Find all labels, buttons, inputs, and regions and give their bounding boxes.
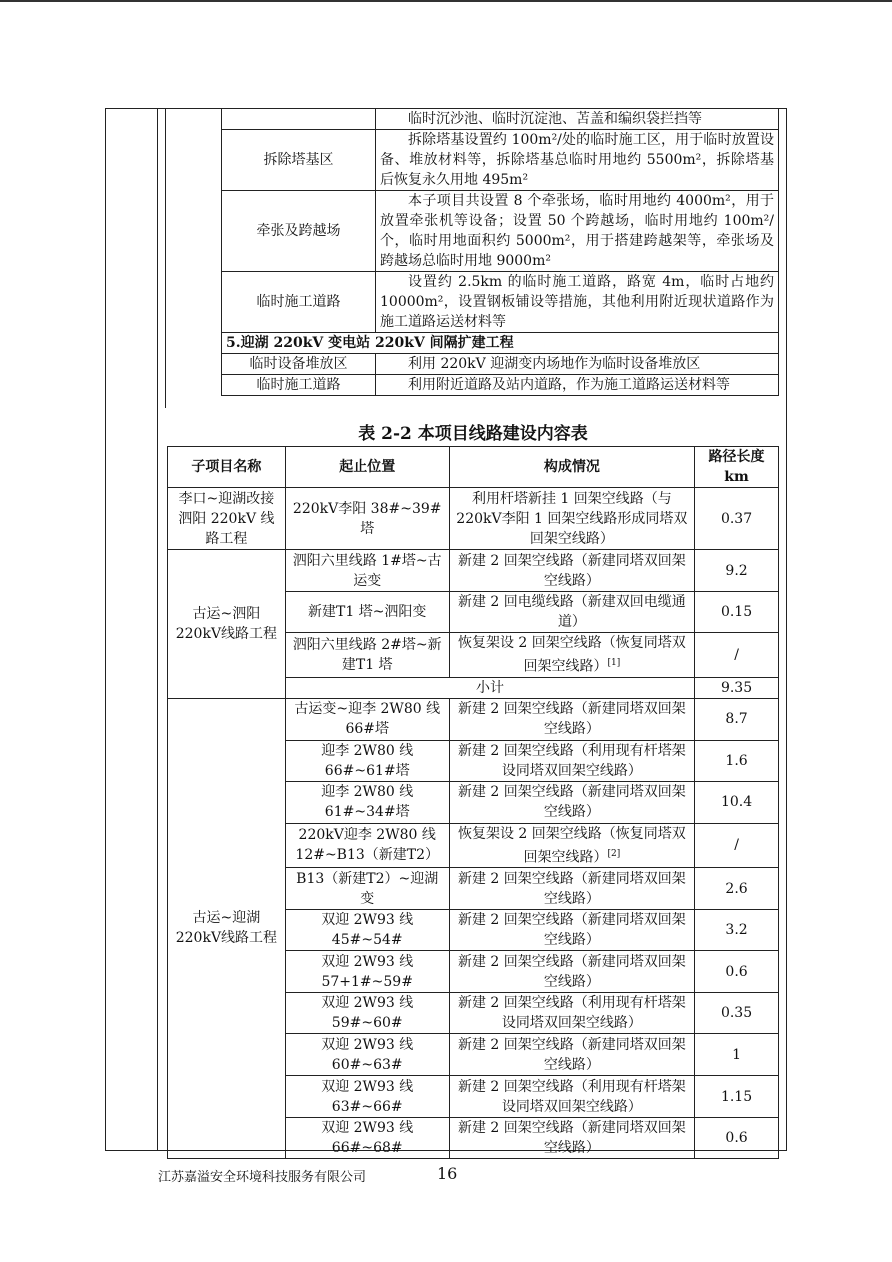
row-text: 本子项目共设置 8 个牵张场，临时用地约 4000m²，用于放置牵张机等设备；设置 50 个跨越场，临时用地约 100m²/个，临时用地面积约 5000m²，用于搭建跨越架等，牵张场及跨越场总临时用地 9000m² xyxy=(376,191,779,272)
composition-cell xyxy=(449,592,694,633)
range-cell: 双迎 2W93 线 45#~54# xyxy=(285,910,449,951)
subproject-name: 李口~迎湖改接泗阳 220kV 线路工程 xyxy=(168,488,286,550)
footnote-ref: [1] xyxy=(607,658,621,668)
composition-text: 新建 2 回架空线路（新建同塔双回架空线路） xyxy=(457,912,686,949)
composition-cell xyxy=(449,550,694,592)
line-construction-table xyxy=(167,446,779,1159)
length-cell: 0.37 xyxy=(695,488,779,550)
frame-divider xyxy=(157,108,158,1151)
composition-cell xyxy=(449,740,694,781)
composition-text: 新建 2 回架空线路（利用现有杆塔架设同塔双回架空线路） xyxy=(457,742,686,779)
composition-text: 利用杆塔新挂 1 回架空线路（与 220kV李阳 1 回架空线路形成同塔双回架空线路） xyxy=(456,490,688,547)
composition-text: 新建 2 回架空线路（新建同塔双回架空线路） xyxy=(457,552,686,589)
subtotal-label: 小计 xyxy=(285,677,694,698)
composition-text: 新建 2 回架空线路（新建同塔双回架空线路） xyxy=(457,1120,686,1157)
range-cell: 古运变~迎李 2W80 线 66#塔 xyxy=(285,698,449,740)
row-label xyxy=(222,109,376,130)
length-cell: 10.4 xyxy=(695,781,779,823)
composition-text: 新建 2 回架空线路（利用现有杆塔架设同塔双回架空线路） xyxy=(457,995,686,1032)
composition-text: 新建 2 回架空线路（利用现有杆塔架设同塔双回架空线路） xyxy=(457,1078,686,1115)
row-text: 临时沉沙池、临时沉淀池、苫盖和编织袋拦挡等 xyxy=(376,109,779,130)
range-cell: B13（新建T2）~迎湖变 xyxy=(285,868,449,910)
length-cell: 8.7 xyxy=(695,698,779,740)
page-number: 16 xyxy=(437,1164,458,1183)
composition-cell xyxy=(449,823,694,868)
frame-divider xyxy=(165,108,166,408)
length-cell: 0.6 xyxy=(695,1118,779,1159)
row-text: 利用附近道路及站内道路，作为施工道路运送材料等 xyxy=(376,375,779,396)
length-cell: / xyxy=(695,823,779,868)
section-heading: 5.迎湖 220kV 变电站 220kV 间隔扩建工程 xyxy=(222,333,779,354)
range-cell: 迎李 2W80 线 61#~34#塔 xyxy=(285,781,449,823)
top-rule xyxy=(0,0,892,2)
row-label: 临时施工道路 xyxy=(222,272,376,333)
composition-text: 新建 2 回架空线路（新建同塔双回架空线路） xyxy=(457,1036,686,1073)
composition-cell xyxy=(449,633,694,678)
composition-text: 恢复架设 2 回架空线路（恢复同塔双回架空线路） xyxy=(457,825,686,866)
length-cell: 0.35 xyxy=(695,993,779,1034)
footnote-ref: [2] xyxy=(607,848,621,859)
composition-cell xyxy=(449,781,694,823)
table-row xyxy=(222,130,779,191)
composition-cell xyxy=(449,488,694,550)
length-cell: 1 xyxy=(695,1034,779,1076)
range-cell: 迎李 2W80 线 66#~61#塔 xyxy=(285,740,449,781)
temp-land-table xyxy=(221,108,779,396)
composition-cell xyxy=(449,868,694,910)
range-cell: 泗阳六里线路 2#塔~新建T1 塔 xyxy=(285,633,449,678)
table-row xyxy=(168,550,779,592)
table-row xyxy=(222,191,779,272)
composition-cell xyxy=(449,1076,694,1118)
length-cell: 1.6 xyxy=(695,740,779,781)
table-header-row xyxy=(168,447,779,488)
table-row xyxy=(222,354,779,375)
composition-cell xyxy=(449,698,694,740)
composition-text: 新建 2 回架空线路（新建同塔双回架空线路） xyxy=(457,701,686,738)
composition-text: 新建 2 回架空线路（新建同塔双回架空线路） xyxy=(457,953,686,990)
section-row xyxy=(222,333,779,354)
range-cell: 双迎 2W93 线 63#~66# xyxy=(285,1076,449,1118)
length-cell: 9.2 xyxy=(695,550,779,592)
length-cell: 1.15 xyxy=(695,1076,779,1118)
range-cell: 双迎 2W93 线 59#~60# xyxy=(285,993,449,1034)
range-cell: 220kV迎李 2W80 线 12#~B13（新建T2） xyxy=(285,823,449,868)
composition-text: 新建 2 回电缆线路（新建双回电缆通道） xyxy=(457,594,686,630)
range-cell: 泗阳六里线路 1#塔~古运变 xyxy=(285,550,449,592)
length-cell: 0.15 xyxy=(695,592,779,633)
header-length: 路径长度km xyxy=(695,447,779,488)
length-cell: 0.6 xyxy=(695,951,779,993)
table-row xyxy=(168,488,779,550)
composition-cell xyxy=(449,1118,694,1159)
subproject-name: 古运~泗阳 220kV线路工程 xyxy=(168,550,286,699)
range-cell: 双迎 2W93 线 66#~68# xyxy=(285,1118,449,1159)
table-row xyxy=(168,698,779,740)
composition-text: 恢复架设 2 回架空线路（恢复同塔双回架空线路） xyxy=(457,635,686,675)
range-cell: 220kV李阳 38#~39#塔 xyxy=(285,488,449,550)
row-label: 拆除塔基区 xyxy=(222,130,376,191)
header-range: 起止位置 xyxy=(285,447,449,488)
footer-company: 江苏嘉溢安全环境科技服务有限公司 xyxy=(158,1170,367,1185)
row-text: 利用 220kV 迎湖变内场地作为临时设备堆放区 xyxy=(376,354,779,375)
table-row xyxy=(222,375,779,396)
length-cell: / xyxy=(695,633,779,678)
composition-cell xyxy=(449,1034,694,1076)
table-row xyxy=(222,109,779,130)
header-name: 子项目名称 xyxy=(168,447,286,488)
range-cell: 新建T1 塔~泗阳变 xyxy=(285,592,449,633)
row-label: 临时设备堆放区 xyxy=(222,354,376,375)
composition-cell xyxy=(449,951,694,993)
composition-cell xyxy=(449,910,694,951)
subproject-name: 古运~迎湖 220kV线路工程 xyxy=(168,698,286,1159)
composition-cell xyxy=(449,993,694,1034)
length-cell: 2.6 xyxy=(695,868,779,910)
header-composition: 构成情况 xyxy=(449,447,694,488)
row-text: 拆除塔基设置约 100m²/处的临时施工区，用于临时放置设备、堆放材料等，拆除塔基总临时用地约 5500m²，拆除塔基后恢复永久用地 495m² xyxy=(376,130,779,191)
row-text: 设置约 2.5km 的临时施工道路，路宽 4m，临时占地约 10000m²，设置钢板铺设等措施，其他利用附近现状道路作为施工道路运送材料等 xyxy=(376,272,779,333)
range-cell: 双迎 2W93 线 60#~63# xyxy=(285,1034,449,1076)
length-cell: 3.2 xyxy=(695,910,779,951)
composition-text: 新建 2 回架空线路（新建同塔双回架空线路） xyxy=(457,870,686,907)
range-cell: 双迎 2W93 线 57+1#~59# xyxy=(285,951,449,993)
row-label: 牵张及跨越场 xyxy=(222,191,376,272)
table-title: 表 2-2 本项目线路建设内容表 xyxy=(358,424,588,444)
row-label: 临时施工道路 xyxy=(222,375,376,396)
table-row xyxy=(222,272,779,333)
composition-text: 新建 2 回架空线路（新建同塔双回架空线路） xyxy=(457,784,686,821)
subtotal-value: 9.35 xyxy=(695,677,779,698)
